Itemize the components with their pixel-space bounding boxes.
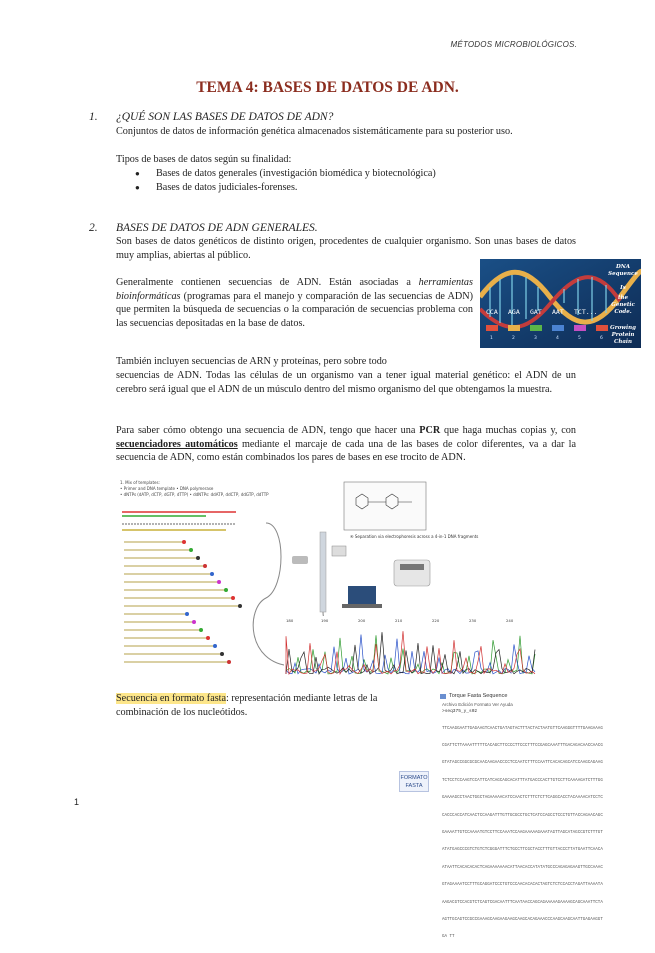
fragment-tag [182, 540, 186, 544]
fragment-tag [189, 548, 193, 552]
legend-line: • dNTPs (dATP, dCTP, dGTP, dTTP) • ddNTPs: ddATP, ddCTP, ddGTP, ddTTP [120, 492, 269, 497]
fragment-tag [217, 580, 221, 584]
fasta-highlight: Secuencia en formato fasta [116, 693, 227, 704]
fasta-window-menu: Archivo Edición Formato Ver Ayuda [442, 702, 513, 707]
chain-number: 4 [556, 336, 559, 341]
section-2-p4 [116, 424, 576, 465]
dna-label: Is [620, 285, 626, 291]
section-2-p3-line1: También incluyen secuencias de ARN y proteínas, pero sobre todo [116, 356, 387, 367]
types-list [133, 167, 436, 195]
section-1-title: ¿QUÉ SON LAS BASES DE DATOS DE ADN? [116, 111, 334, 123]
section-1-number: 1. [89, 111, 98, 123]
fragment-tag [220, 652, 224, 656]
fasta-line: GAAAATTGTCCAAAATGTCCTTCCAAATCCAAGAAAAAGAAATAGTTAGCATAGCCGTCTTTGT [442, 830, 603, 835]
running-header: MÉTODOS MICROBIOLÓGICOS. [450, 40, 577, 49]
fasta-line: GA TT [442, 935, 455, 940]
badge-line: FASTA [405, 783, 423, 789]
section-2-number: 2. [89, 222, 98, 234]
dna-label: the [617, 295, 629, 301]
fasta-line: GTAGAAAATCCTTTGCAGGATCCCTGTCCCAACACACACTAGTCTCTCCACCTAGATTAAAATA [442, 883, 603, 888]
sequencers-bold: secuenciadores automáticos [116, 438, 238, 450]
fasta-line: CGATTCTTAAAATTTTTCACAGCTTCCCCTTCCCTTTCCGAGCAAATTTGACAGACAACCAACG [442, 743, 603, 748]
fasta-paragraph [116, 692, 388, 720]
fasta-seq-id: >seq375_y_s02 [442, 709, 478, 714]
section-2-heading [89, 222, 318, 234]
tick-label: 190 [321, 618, 329, 623]
dna-label: Code. [614, 309, 632, 315]
codon-label: AAT [552, 308, 564, 316]
section-2-p2 [116, 276, 473, 330]
fragment-tag [231, 596, 235, 600]
text-run: (programas para el manejo y comparación de las secuencias de ADN) que permiten la búsqueda de secuencias o la comparación de secuencias problema con las secuencias depositadas en la base de datos. [116, 290, 473, 329]
text-run: que haga muchas copias y, con [440, 425, 576, 436]
page-number: 1 [74, 797, 80, 807]
fragment-tag [192, 620, 196, 624]
codon-label: CCA [486, 308, 498, 316]
fragment-ladder [124, 540, 242, 664]
text-italic: herramientas bioinformáticas [116, 277, 473, 302]
section-2-title: BASES DE DATOS DE ADN GENERALES. [116, 222, 318, 234]
chain-number: 1 [490, 336, 493, 341]
tick-label: 180 [286, 618, 294, 623]
chain-number: 6 [600, 336, 603, 341]
tick-label: 220 [432, 618, 440, 623]
text-run: mediante el marcaje de cada una de las bases de color diferentes, va a dar la secuencia de ADN, como están combinados los pares de bases en ese trocito de ADN. [116, 438, 576, 464]
fasta-line: GTATAGCCGGCGCGCAACAAGAACCCCTCCAATCTTTCCAATTCACACAGCATCCAAGCAGAAG [442, 761, 603, 766]
text-run: Para saber cómo obtengo una secuencia de ADN, tengo que hacer una [116, 425, 420, 436]
fragment-tag [203, 564, 207, 568]
list-item: ● Bases de datos generales (investigación biomédica y biotecnológica) [133, 167, 436, 181]
fasta-line: AAGACGTCCACGTCTCAGTCGACAATTTCAATAACCAGCAGAAAAAGAAAAGCAGCAAATTCTA [442, 900, 603, 905]
section-1-heading [89, 111, 334, 123]
legend-line: • Primer and DNA template • DNA polymerase [120, 486, 214, 491]
pcr-bold: PCR [419, 425, 441, 436]
capillary-note: ④ Separation via electrophoresis across a 4-in-1 DNA fragments [350, 534, 479, 539]
badge-line: FORMATO [400, 775, 428, 781]
dna-label: Chain [613, 339, 633, 345]
types-intro: Tipos de bases de datos según su finalidad: [116, 154, 292, 165]
codon-label: GAT [530, 308, 542, 316]
fasta-rest: : representación mediante letras de la combinación de los nucleótidos. [116, 693, 378, 718]
dna-sequence-image [480, 259, 641, 348]
fasta-line: TCTCCTCCAAGTCCATTCATCAGCAGCACATTTATGACCCACTTGTCCTTCAAAAGATCTTTGG [442, 778, 603, 783]
section-1-definition: Conjuntos de datos de información genética almacenados sistemáticamente para su posterior uso. [116, 126, 513, 137]
page-title: TEMA 4: BASES DE DATOS DE ADN. [196, 79, 459, 96]
dna-label: Genetic [611, 302, 635, 308]
codon-label: AGA [508, 308, 520, 316]
fragment-tag [238, 604, 242, 608]
fasta-line: ATATGAGCCCGTCTGTCTCGGGATTTCTGCCTTCGCTACCTTTGTTACCCTTATGAATTCAACA [442, 848, 603, 853]
fragment-tag [224, 588, 228, 592]
chain-number: 3 [534, 336, 537, 341]
tick-label: 210 [395, 618, 403, 623]
codon-label: TCT... [574, 308, 598, 316]
sequencer-figure [116, 478, 540, 676]
fasta-line: ATAATTCACACACACTCAGAAAAAAACATTAACACCATATATGCCCAGAGAGAAGTTGCCAAAC [442, 865, 603, 870]
section-2-p1: Son bases de datos genéticos de distinto origen, procedentes de cualquier organismo. Son unas bases de datos muy amplias, abiertas al público. [116, 236, 576, 261]
tick-label: 200 [358, 618, 366, 623]
dna-label: Sequence [608, 271, 638, 277]
fragment-tag [199, 628, 203, 632]
dna-label: Protein [611, 332, 635, 338]
legend-line: 1. Mix of templates: [120, 480, 160, 485]
fasta-line: GAAAAGCCTAACTGGCTAGAAAAACATCCAACTCTTTCTCTTCAGGCACCTACAAAACATCCTC [442, 796, 603, 801]
fasta-window-image [432, 689, 637, 940]
tick-label: 230 [469, 618, 477, 623]
fragment-tag [196, 556, 200, 560]
fasta-line: AGTTGCAGTCCGCCGAAAGCAAGAAGAAGCAAGCACAGAAACCCAAGCAAGCAATTGAGAAGGT [442, 917, 603, 922]
fasta-line: CACCCACCATCAACTCCAAGATTTGTTGCGCCTGCTCATCCAGCCTCCCTGTTACCAGAACAGC [442, 813, 603, 818]
fragment-tag [213, 644, 217, 648]
list-item: ● Bases de datos judiciales-forenses. [133, 181, 436, 195]
chain-number: 5 [578, 336, 581, 341]
fasta-line: TTCAAGGAATTGAGAAGTCAACTGATAGTACTTTACTACTAATGTTCAAGGGTTTTGAAGAAAG [442, 726, 603, 731]
section-2-p3: secuencias de ADN. Todas las células de un organismo van a tener igual material genético: el ADN de un cerebro será igual que el ADN de un músculo dentro del mismo organismo del que obtengamos la muestra. [116, 370, 576, 395]
fragment-tag [185, 612, 189, 616]
chain-number: 2 [512, 336, 515, 341]
fasta-sequence [442, 715, 637, 953]
formato-fasta-icon [399, 771, 429, 792]
tick-label: 240 [506, 618, 514, 623]
fragment-tag [227, 660, 231, 664]
dna-label: Growing [610, 325, 636, 331]
text-run: Generalmente contienen secuencias de ADN. Están asociadas a [116, 277, 419, 288]
dna-label: DNA [615, 264, 631, 270]
fasta-window-title: Torque Fasta Sequence [449, 693, 508, 699]
fragment-tag [210, 572, 214, 576]
fragment-tag [206, 636, 210, 640]
